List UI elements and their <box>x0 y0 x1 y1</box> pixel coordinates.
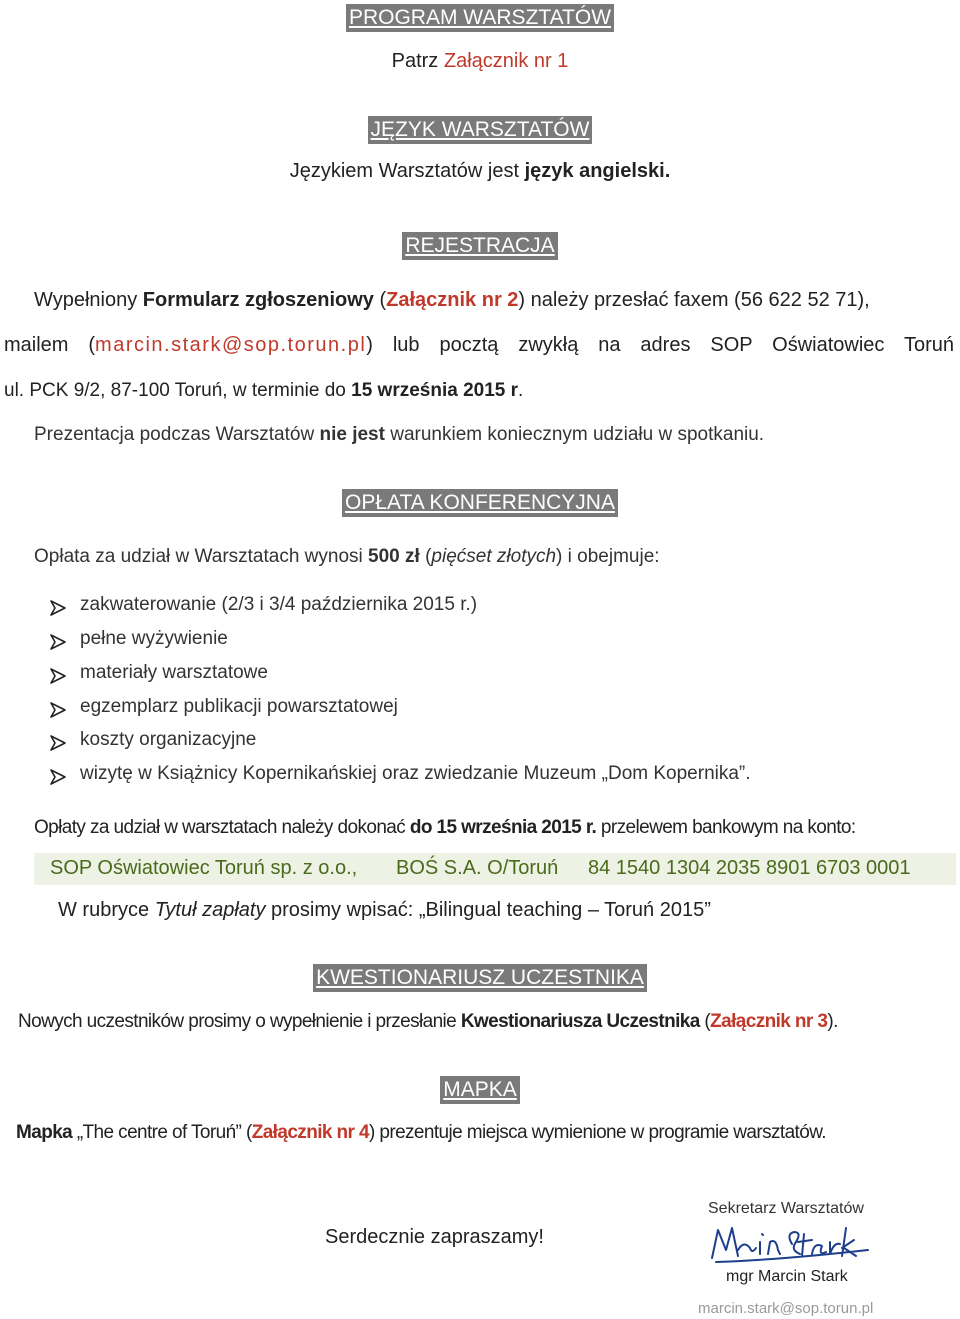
arrow-bullet-icon <box>48 700 68 720</box>
fee-section <box>0 489 960 517</box>
arrow-bullet-icon <box>48 632 68 652</box>
program-section <box>0 4 960 32</box>
signatory-name: mgr Marcin Stark <box>726 1268 848 1285</box>
bank-recipient: SOP Oświatowiec Toruń sp. z o.o., <box>50 857 358 879</box>
language-text: Językiem Warsztatów jest język angielski. <box>289 160 671 182</box>
questionnaire-section <box>0 964 960 992</box>
map-heading: MAPKA <box>440 1076 520 1104</box>
fee-intro: Opłata za udział w Warsztatach wynosi 500 zł (pięćset złotych) i obejmuje: <box>34 546 660 567</box>
attachment-4-link[interactable]: Załącznik nr 4 <box>251 1122 369 1143</box>
fee-list-item: zakwaterowanie (2/3 i 3/4 października 2015 r.) <box>80 594 478 615</box>
arrow-bullet-icon <box>48 767 68 787</box>
program-text: Patrz Załącznik nr 1 <box>391 50 569 72</box>
invitation-text: Serdecznie zapraszamy! <box>325 1226 544 1248</box>
fee-heading: OPŁATA KONFERENCYJNA <box>342 489 618 517</box>
program-heading: PROGRAM WARSZTATÓW <box>346 4 614 32</box>
fee-list-item: pełne wyżywienie <box>80 628 228 649</box>
fee-list-item: wizytę w Książnicy Kopernikańskiej oraz zwiedzanie Muzeum „Dom Kopernika”. <box>80 763 751 784</box>
map-text: Mapka „The centre of Toruń” (Załącznik nr 4) prezentuje miejsca wymienione w programie warsztatów. <box>16 1122 826 1143</box>
fee-list-item: egzemplarz publikacji powarsztatowej <box>80 696 398 717</box>
contact-email[interactable]: marcin.stark@sop.torun.pl <box>698 1300 874 1317</box>
registration-line-2: mailem (marcin.stark@sop.torun.pl) lub pocztą zwykłą na adres SOP Oświatowiec Toruń <box>4 334 955 356</box>
payment-title-instruction: W rubryce Tytuł zapłaty prosimy wpisać: „Bilingual teaching – Toruń 2015” <box>58 899 711 921</box>
arrow-bullet-icon <box>48 598 68 618</box>
fee-list-item: materiały warsztatowe <box>80 662 268 683</box>
email-link[interactable]: marcin.stark@sop.torun.pl <box>95 334 367 356</box>
bank-account-box <box>34 853 956 885</box>
questionnaire-heading: KWESTIONARIUSZ UCZESTNIKA <box>313 964 647 992</box>
bank-account-number[interactable]: 84 1540 1304 2035 8901 6703 0001 <box>588 857 911 879</box>
language-heading: JĘZYK WARSZTATÓW <box>368 116 593 144</box>
questionnaire-text: Nowych uczestników prosimy o wypełnienie i przesłanie Kwestionariusza Uczestnika (Załącznik nr 3). <box>18 1011 838 1032</box>
secretary-role: Sekretarz Warsztatów <box>708 1200 864 1217</box>
handwritten-signature <box>708 1220 873 1268</box>
attachment-2-link[interactable]: Załącznik nr 2 <box>386 289 519 311</box>
registration-line-3: ul. PCK 9/2, 87-100 Toruń, w terminie do 15 września 2015 r. <box>4 380 524 401</box>
arrow-bullet-icon <box>48 733 68 753</box>
bank-branch: BOŚ S.A. O/Toruń <box>396 857 559 879</box>
fee-list-item: koszty organizacyjne <box>80 729 257 750</box>
registration-heading: REJESTRACJA <box>402 232 557 260</box>
registration-line-4: Prezentacja podczas Warsztatów nie jest warunkiem koniecznym udziału w spotkaniu. <box>34 424 765 445</box>
payment-text: Opłaty za udział w warsztatach należy dokonać do 15 września 2015 r. przelewem bankowym na konto: <box>34 817 856 838</box>
registration-line-1: Wypełniony Formularz zgłoszeniowy (Załącznik nr 2) należy przesłać faxem (56 622 52 71), <box>34 289 870 311</box>
attachment-3-link[interactable]: Załącznik nr 3 <box>710 1011 828 1032</box>
registration-section <box>0 232 960 260</box>
map-section <box>0 1076 960 1104</box>
arrow-bullet-icon <box>48 666 68 686</box>
attachment-1-link[interactable]: Załącznik nr 1 <box>443 50 569 72</box>
language-section <box>0 116 960 144</box>
